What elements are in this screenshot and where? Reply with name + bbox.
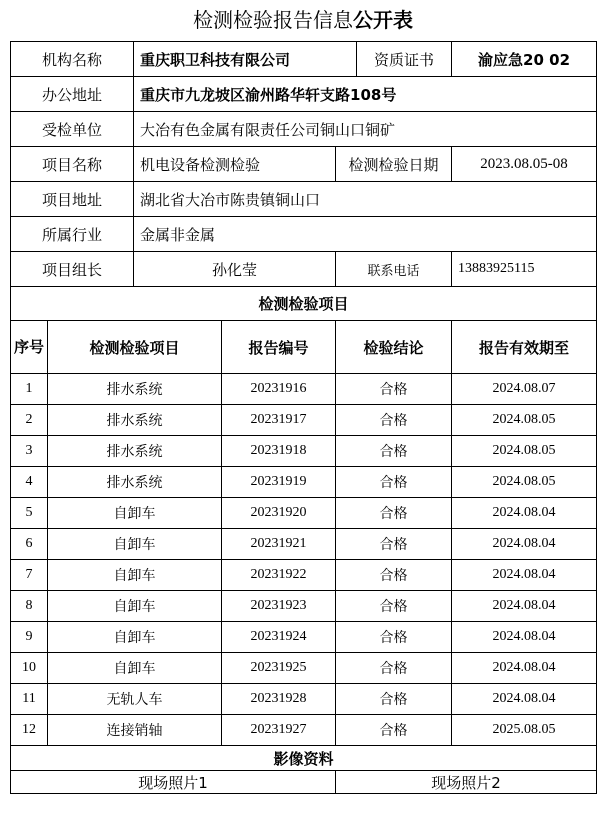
table-row bbox=[11, 498, 597, 529]
row-result: 合格 bbox=[336, 653, 452, 684]
row-report: 20231918 bbox=[222, 436, 336, 467]
row-result: 合格 bbox=[336, 374, 452, 405]
row-report: 20231925 bbox=[222, 653, 336, 684]
row-seq: 10 bbox=[11, 653, 48, 684]
table-row bbox=[11, 560, 597, 591]
leader-value: 孙化莹 bbox=[134, 252, 336, 287]
table-row bbox=[11, 715, 597, 746]
row-valid: 2024.08.05 bbox=[452, 405, 597, 436]
row-item: 自卸车 bbox=[48, 498, 222, 529]
row-valid: 2024.08.04 bbox=[452, 498, 597, 529]
site-label: 项目地址 bbox=[11, 182, 134, 217]
table-row bbox=[11, 405, 597, 436]
leader-row bbox=[11, 252, 597, 287]
row-report: 20231917 bbox=[222, 405, 336, 436]
row-seq: 3 bbox=[11, 436, 48, 467]
row-valid: 2024.08.04 bbox=[452, 684, 597, 715]
row-seq: 12 bbox=[11, 715, 48, 746]
row-seq: 2 bbox=[11, 405, 48, 436]
row-valid: 2025.08.05 bbox=[452, 715, 597, 746]
row-report: 20231916 bbox=[222, 374, 336, 405]
table-row bbox=[11, 436, 597, 467]
table-row bbox=[11, 653, 597, 684]
header-valid: 报告有效期至 bbox=[452, 321, 597, 374]
org-row bbox=[11, 42, 597, 77]
row-item: 无轨人车 bbox=[48, 684, 222, 715]
client-row bbox=[11, 112, 597, 147]
client-value: 大冶有色金属有限责任公司铜山口铜矿 bbox=[134, 112, 597, 147]
cert-value: 渝应急20 02 bbox=[452, 42, 597, 77]
photos-row bbox=[11, 771, 597, 794]
row-item: 自卸车 bbox=[48, 622, 222, 653]
images-section-row bbox=[11, 746, 597, 771]
leader-label: 项目组长 bbox=[11, 252, 134, 287]
row-valid: 2024.08.04 bbox=[452, 591, 597, 622]
row-report: 20231924 bbox=[222, 622, 336, 653]
cert-label: 资质证书 bbox=[357, 42, 452, 77]
row-seq: 6 bbox=[11, 529, 48, 560]
table-row bbox=[11, 529, 597, 560]
industry-label: 所属行业 bbox=[11, 217, 134, 252]
row-item: 自卸车 bbox=[48, 560, 222, 591]
row-valid: 2024.08.04 bbox=[452, 653, 597, 684]
page-title bbox=[0, 6, 606, 34]
row-seq: 8 bbox=[11, 591, 48, 622]
items-section-row bbox=[11, 287, 597, 321]
row-item: 排水系统 bbox=[48, 405, 222, 436]
row-item: 排水系统 bbox=[48, 374, 222, 405]
row-report: 20231919 bbox=[222, 467, 336, 498]
items-section-title: 检测检验项目 bbox=[11, 287, 597, 321]
row-valid: 2024.08.04 bbox=[452, 529, 597, 560]
address-label: 办公地址 bbox=[11, 77, 134, 112]
row-valid: 2024.08.05 bbox=[452, 467, 597, 498]
header-seq: 序号 bbox=[11, 321, 48, 374]
row-seq: 7 bbox=[11, 560, 48, 591]
header-item: 检测检验项目 bbox=[48, 321, 222, 374]
row-seq: 1 bbox=[11, 374, 48, 405]
row-report: 20231920 bbox=[222, 498, 336, 529]
row-item: 自卸车 bbox=[48, 591, 222, 622]
row-seq: 5 bbox=[11, 498, 48, 529]
org-label: 机构名称 bbox=[11, 42, 134, 77]
header-report: 报告编号 bbox=[222, 321, 336, 374]
industry-row bbox=[11, 217, 597, 252]
row-item: 排水系统 bbox=[48, 467, 222, 498]
row-seq: 11 bbox=[11, 684, 48, 715]
row-report: 20231923 bbox=[222, 591, 336, 622]
row-report: 20231922 bbox=[222, 560, 336, 591]
row-item: 自卸车 bbox=[48, 529, 222, 560]
table-header-row bbox=[11, 321, 597, 374]
phone-label: 联系电话 bbox=[336, 252, 452, 287]
site-row bbox=[11, 182, 597, 217]
title-normal: 检测检验报告信息 bbox=[193, 8, 353, 32]
row-result: 合格 bbox=[336, 436, 452, 467]
org-value: 重庆职卫科技有限公司 bbox=[134, 42, 357, 77]
table-row bbox=[11, 622, 597, 653]
row-report: 20231927 bbox=[222, 715, 336, 746]
row-result: 合格 bbox=[336, 715, 452, 746]
row-valid: 2024.08.04 bbox=[452, 622, 597, 653]
row-seq: 4 bbox=[11, 467, 48, 498]
header-result: 检验结论 bbox=[336, 321, 452, 374]
row-report: 20231928 bbox=[222, 684, 336, 715]
date-label: 检测检验日期 bbox=[336, 147, 452, 182]
row-result: 合格 bbox=[336, 591, 452, 622]
row-valid: 2024.08.07 bbox=[452, 374, 597, 405]
project-value: 机电设备检测检验 bbox=[134, 147, 336, 182]
address-row bbox=[11, 77, 597, 112]
row-result: 合格 bbox=[336, 529, 452, 560]
row-valid: 2024.08.04 bbox=[452, 560, 597, 591]
table-row bbox=[11, 374, 597, 405]
row-valid: 2024.08.05 bbox=[452, 436, 597, 467]
project-row bbox=[11, 147, 597, 182]
photo2-label[interactable]: 现场照片2 bbox=[336, 771, 597, 794]
row-result: 合格 bbox=[336, 560, 452, 591]
row-result: 合格 bbox=[336, 622, 452, 653]
date-value: 2023.08.05-08 bbox=[452, 147, 597, 182]
phone-value: 13883925115 bbox=[452, 252, 597, 287]
title-bold: 公开表 bbox=[353, 8, 413, 32]
images-section-title: 影像资料 bbox=[11, 746, 597, 771]
project-label: 项目名称 bbox=[11, 147, 134, 182]
row-seq: 9 bbox=[11, 622, 48, 653]
photo1-label[interactable]: 现场照片1 bbox=[11, 771, 336, 794]
address-value: 重庆市九龙坡区渝州路华轩支路108号 bbox=[134, 77, 597, 112]
row-item: 排水系统 bbox=[48, 436, 222, 467]
table-row bbox=[11, 467, 597, 498]
row-result: 合格 bbox=[336, 684, 452, 715]
row-result: 合格 bbox=[336, 498, 452, 529]
row-result: 合格 bbox=[336, 405, 452, 436]
table-row bbox=[11, 591, 597, 622]
table-row bbox=[11, 684, 597, 715]
report-table bbox=[10, 41, 597, 794]
client-label: 受检单位 bbox=[11, 112, 134, 147]
site-value: 湖北省大冶市陈贵镇铜山口 bbox=[134, 182, 597, 217]
industry-value: 金属非金属 bbox=[134, 217, 597, 252]
row-report: 20231921 bbox=[222, 529, 336, 560]
row-item: 连接销轴 bbox=[48, 715, 222, 746]
row-result: 合格 bbox=[336, 467, 452, 498]
row-item: 自卸车 bbox=[48, 653, 222, 684]
